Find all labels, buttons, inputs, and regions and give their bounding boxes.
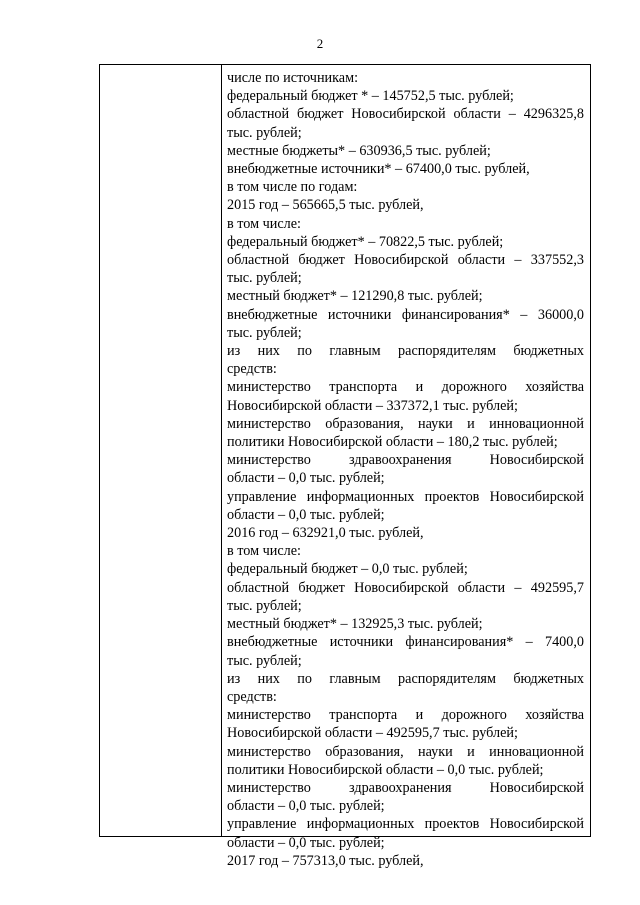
text-line: числе по источникам:	[227, 70, 359, 86]
text-line: политики Новосибирской области – 0,0 тыс. рублей;	[227, 761, 544, 778]
text-line: тыс. рублей;	[227, 324, 302, 341]
table-left-cell	[100, 65, 222, 836]
text-line: области – 0,0 тыс. рублей;	[227, 506, 385, 523]
text-line: управление информационных проектов Новосибирской	[227, 488, 584, 505]
document-table	[99, 64, 591, 869]
text-line: Новосибирской области – 492595,7 тыс. рублей;	[227, 725, 518, 742]
text-line: политики Новосибирской области – 180,2 тыс. рублей;	[227, 434, 558, 451]
text-line: федеральный бюджет* – 70822,5 тыс. рублей;	[227, 233, 504, 250]
text-line: средств:	[227, 688, 277, 705]
text-line: в том числе:	[227, 215, 301, 232]
text-line: области – 0,0 тыс. рублей;	[227, 834, 385, 851]
text-line: тыс. рублей;	[227, 597, 302, 614]
text-line: министерство образования, науки и инновационной	[227, 415, 584, 432]
text-line: управление информационных проектов Новосибирской	[227, 816, 584, 833]
text-line: 2015 год – 565665,5 тыс. рублей,	[227, 197, 424, 214]
text-line: области – 0,0 тыс. рублей;	[227, 470, 385, 487]
text-line: областной бюджет Новосибирской области – 337552,3	[227, 252, 584, 269]
text-line: тыс. рублей;	[227, 124, 302, 141]
text-line: в том числе по годам:	[227, 179, 358, 196]
text-line: внебюджетные источники финансирования* – 7400,0	[227, 634, 584, 651]
text-line: министерство транспорта и дорожного хозяйства	[227, 379, 584, 396]
text-line: министерство транспорта и дорожного хозяйства	[227, 707, 584, 724]
text-line: министерство образования, науки и инновационной	[227, 743, 584, 760]
text-line: федеральный бюджет * – 145752,5 тыс. рублей;	[227, 88, 514, 105]
text-line: 2017 год – 757313,0 тыс. рублей,	[227, 852, 424, 869]
text-line: из них по главным распорядителям бюджетных	[227, 670, 584, 687]
text-line: областной бюджет Новосибирской области – 492595,7	[227, 579, 584, 596]
text-line: тыс. рублей;	[227, 652, 302, 669]
text-line: в том числе:	[227, 543, 301, 560]
text-line: министерство здравоохранения Новосибирской	[227, 452, 584, 469]
text-line: местные бюджеты* – 630936,5 тыс. рублей;	[227, 142, 491, 159]
text-line: из них по главным распорядителям бюджетных	[227, 343, 584, 360]
text-line: местный бюджет* – 121290,8 тыс. рублей;	[227, 288, 483, 305]
text-line: Новосибирской области – 337372,1 тыс. рублей;	[227, 397, 518, 414]
table-right-cell	[222, 65, 590, 869]
text-line: федеральный бюджет – 0,0 тыс. рублей;	[227, 561, 468, 578]
text-line: 2016 год – 632921,0 тыс. рублей,	[227, 525, 424, 542]
text-line: области – 0,0 тыс. рублей;	[227, 798, 385, 815]
text-line: местный бюджет* – 132925,3 тыс. рублей;	[227, 616, 483, 633]
page-number: 2	[316, 36, 324, 51]
text-line: внебюджетные источники финансирования* – 36000,0	[227, 306, 584, 323]
text-line: средств:	[227, 361, 277, 378]
text-line: тыс. рублей;	[227, 270, 302, 287]
text-line: областной бюджет Новосибирской области – 4296325,8	[227, 106, 584, 123]
text-line: внебюджетные источники* – 67400,0 тыс. рублей,	[227, 161, 530, 178]
text-line: министерство здравоохранения Новосибирской	[227, 779, 584, 796]
